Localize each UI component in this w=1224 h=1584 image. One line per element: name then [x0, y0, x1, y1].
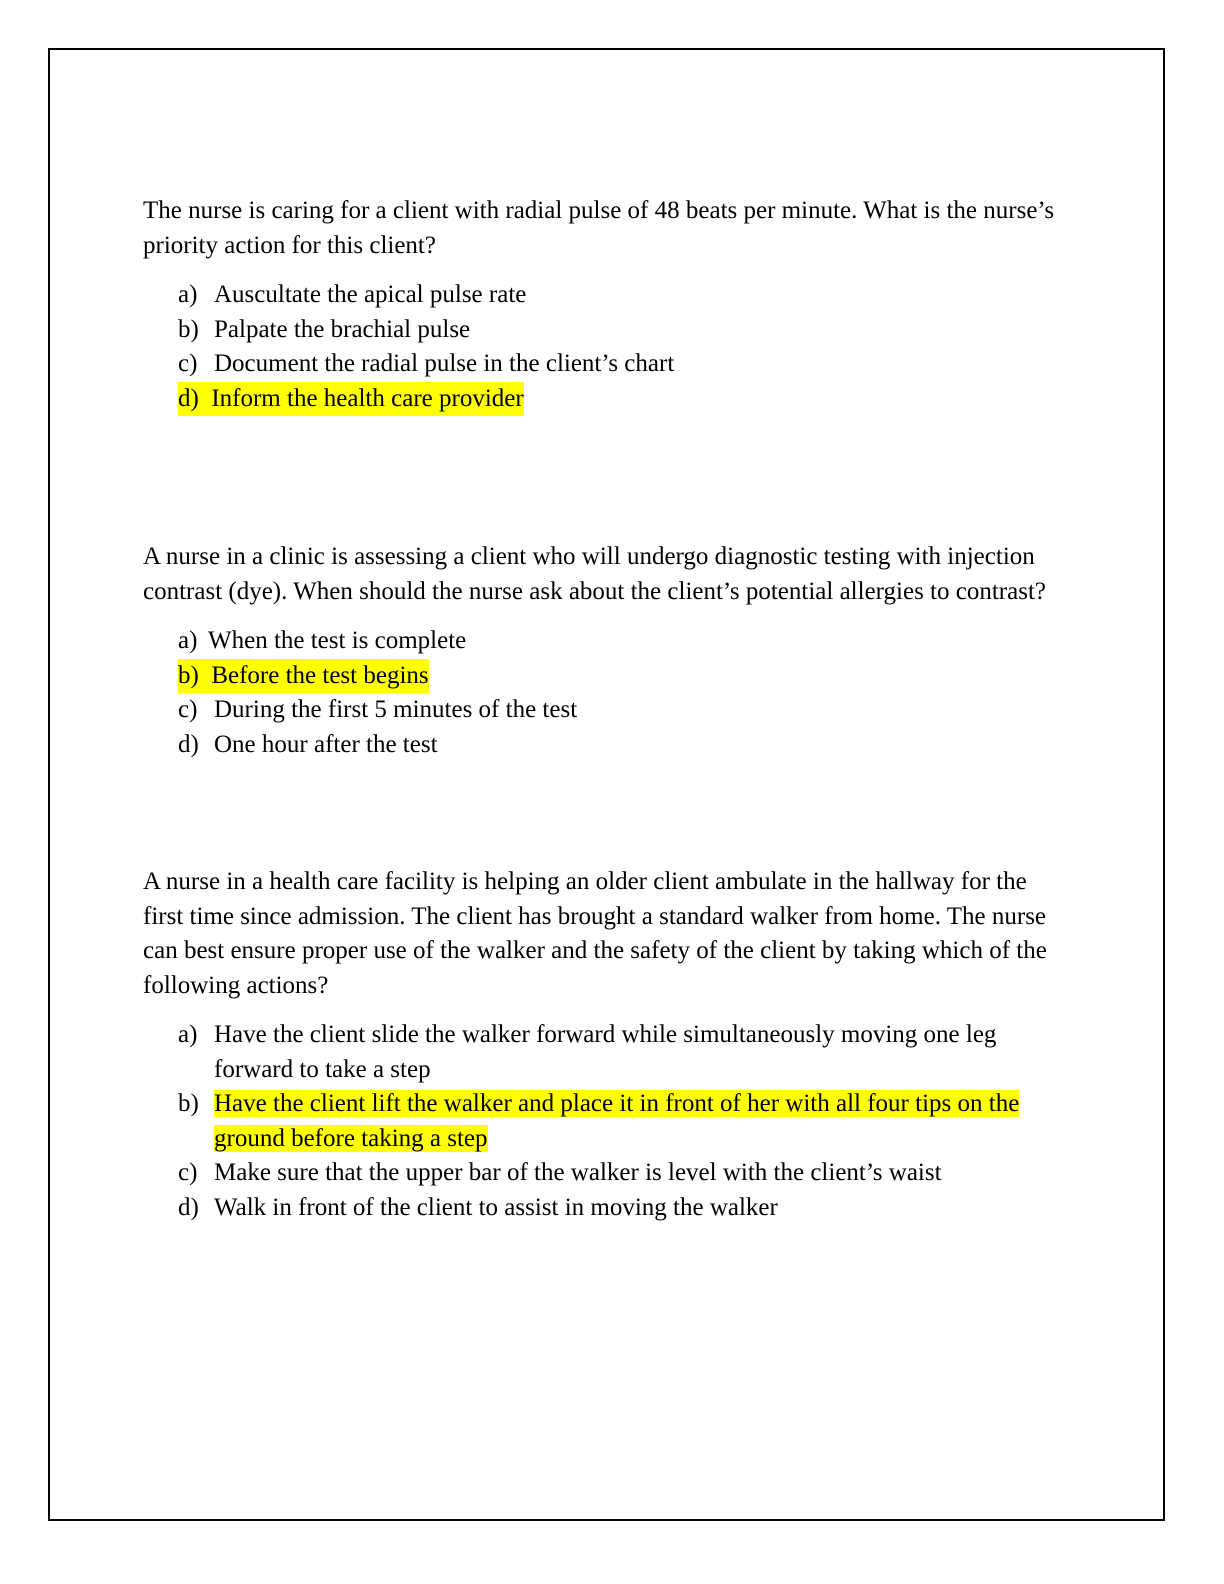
- option-letter: d): [178, 730, 199, 758]
- option-text: Auscultate the apical pulse rate: [214, 281, 527, 308]
- option-text: Document the radial pulse in the client’s chart: [214, 350, 675, 377]
- question-3: [143, 865, 1073, 1225]
- option-text: Have the client slide the walker forward while simultaneously moving one leg forward to take a step: [214, 1021, 997, 1083]
- question-3-options: [143, 1018, 1073, 1225]
- option-letter: d): [178, 384, 199, 412]
- option-text: Before the test begins: [211, 661, 429, 689]
- question-2-options: [143, 624, 1073, 762]
- option-text: When the test is complete: [208, 627, 467, 654]
- option-letter: b): [178, 1090, 199, 1117]
- question-3-option-d: [143, 1191, 1064, 1226]
- question-2-option-b-highlighted: [143, 659, 1064, 694]
- question-2: [143, 540, 1073, 762]
- question-1-option-d-highlighted: [143, 382, 1064, 417]
- question-1-stem: The nurse is caring for a client with radial pulse of 48 beats per minute. What is the nurse’s priority action for this client?: [143, 197, 1055, 259]
- option-letter: a): [178, 281, 198, 308]
- answer-highlight: [178, 659, 429, 694]
- option-text: Walk in front of the client to assist in moving the walker: [214, 1193, 778, 1221]
- question-1-option-c: [143, 347, 1064, 382]
- answer-highlight: Have the client lift the walker and place it in front of her with all four tips on the ground before taking a step: [214, 1090, 1020, 1152]
- question-1-option-b: [143, 313, 1064, 348]
- question-2-option-a: [143, 624, 1058, 659]
- question-1-options: [143, 278, 1073, 416]
- option-letter: a): [178, 627, 198, 654]
- option-text: Make sure that the upper bar of the walker is level with the client’s waist: [214, 1159, 942, 1186]
- question-2-stem: A nurse in a clinic is assessing a client who will undergo diagnostic testing with injection contrast (dye). When should the nurse ask about the client’s potential allergies to contrast?: [143, 543, 1046, 605]
- option-letter: b): [178, 661, 199, 689]
- option-letter: c): [178, 1159, 198, 1186]
- option-letter: b): [178, 315, 199, 343]
- option-letter: c): [178, 696, 198, 723]
- option-letter: d): [178, 1193, 199, 1221]
- question-3-stem: A nurse in a health care facility is helping an older client ambulate in the hallway for the first time since admission. The client has brought a standard walker from home. The nurse can best ensure proper use of the walker and the safety of the client by taking which of the following actions?: [143, 868, 1047, 999]
- question-3-option-a: [143, 1018, 1064, 1087]
- option-text: Palpate the brachial pulse: [214, 315, 471, 343]
- option-letter: c): [178, 350, 198, 377]
- question-2-option-c: [143, 693, 1064, 728]
- option-text: One hour after the test: [214, 730, 438, 758]
- option-text: Inform the health care provider: [211, 384, 524, 412]
- question-3-option-b-highlighted: [143, 1087, 1064, 1156]
- option-letter: a): [178, 1021, 198, 1048]
- option-text: During the first 5 minutes of the test: [214, 696, 578, 723]
- question-1: [143, 194, 1073, 416]
- question-2-option-d: [143, 728, 1064, 763]
- question-3-option-c: [143, 1156, 1064, 1191]
- answer-highlight: [178, 382, 524, 417]
- question-1-option-a: [143, 278, 1064, 313]
